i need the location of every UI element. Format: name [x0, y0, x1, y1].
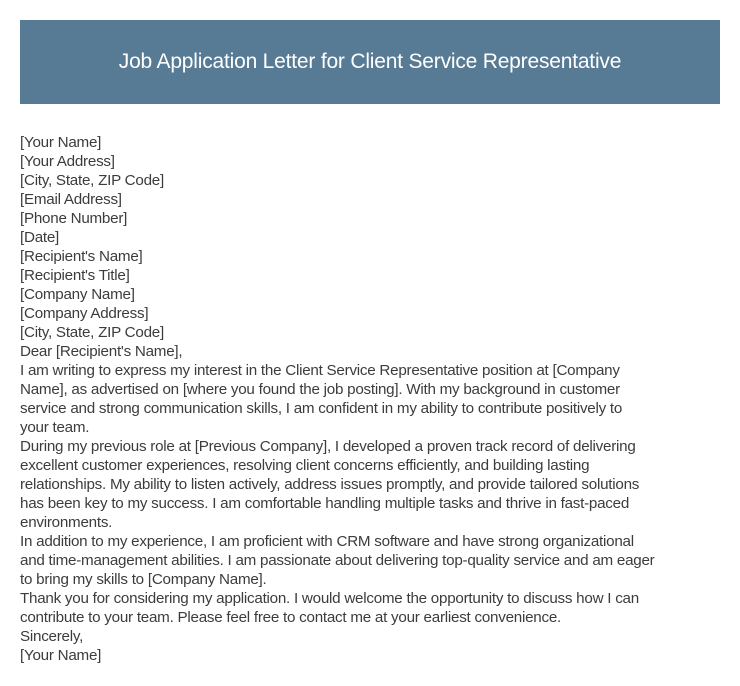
sender-city-state-zip: [City, State, ZIP Code] — [20, 172, 164, 189]
paragraph-line: environments. — [20, 514, 113, 531]
paragraph-line: relationships. My ability to listen actively, address issues promptly, and provide tailored solutions — [20, 476, 640, 493]
paragraph-line: I am writing to express my interest in the Client Service Representative position at [Company — [20, 362, 620, 379]
sender-block — [20, 133, 720, 247]
paragraph-line: and time-management abilities. I am passionate about delivering top-quality service and am eager — [20, 552, 655, 569]
sender-email: [Email Address] — [20, 191, 122, 208]
paragraph-line: Thank you for considering my application. I would welcome the opportunity to discuss how I can — [20, 590, 639, 607]
paragraph-line: to bring my skills to [Company Name]. — [20, 571, 267, 588]
signature: [Your Name] — [20, 647, 102, 664]
paragraph-line: During my previous role at [Previous Company], I developed a proven track record of delivering — [20, 438, 636, 455]
page-header — [20, 20, 720, 104]
paragraph-line: excellent customer experiences, resolving client concerns efficiently, and building lasting — [20, 457, 590, 474]
paragraph-line: contribute to your team. Please feel free to contact me at your earliest convenience. — [20, 609, 561, 626]
closing: Sincerely, — [20, 628, 84, 645]
paragraph-line: has been key to my success. I am comfortable handling multiple tasks and thrive in fast-paced — [20, 495, 630, 512]
recipient-city-state-zip: [City, State, ZIP Code] — [20, 324, 164, 341]
paragraph-line: Name], as advertised on [where you found the job posting]. With my background in customer — [20, 381, 620, 398]
paragraph-line: service and strong communication skills, I am confident in my ability to contribute positively to — [20, 400, 623, 417]
recipient-address: [Company Address] — [20, 305, 149, 322]
paragraph-line: your team. — [20, 419, 90, 436]
letter-date: [Date] — [20, 229, 60, 246]
letter-body — [20, 133, 720, 665]
paragraph-closing — [20, 589, 720, 627]
paragraph-skills — [20, 532, 720, 589]
recipient-company: [Company Name] — [20, 286, 135, 303]
sender-phone: [Phone Number] — [20, 210, 128, 227]
sender-name: [Your Name] — [20, 134, 102, 151]
page-title: Job Application Letter for Client Service Representative — [118, 50, 622, 73]
paragraph-intro — [20, 361, 720, 437]
sender-address: [Your Address] — [20, 153, 115, 170]
paragraph-experience — [20, 437, 720, 532]
paragraph-line: In addition to my experience, I am proficient with CRM software and have strong organizational — [20, 533, 634, 550]
recipient-block — [20, 247, 720, 342]
recipient-name: [Recipient's Name] — [20, 248, 143, 265]
salutation: Dear [Recipient's Name], — [20, 343, 183, 360]
recipient-title: [Recipient's Title] — [20, 267, 130, 284]
